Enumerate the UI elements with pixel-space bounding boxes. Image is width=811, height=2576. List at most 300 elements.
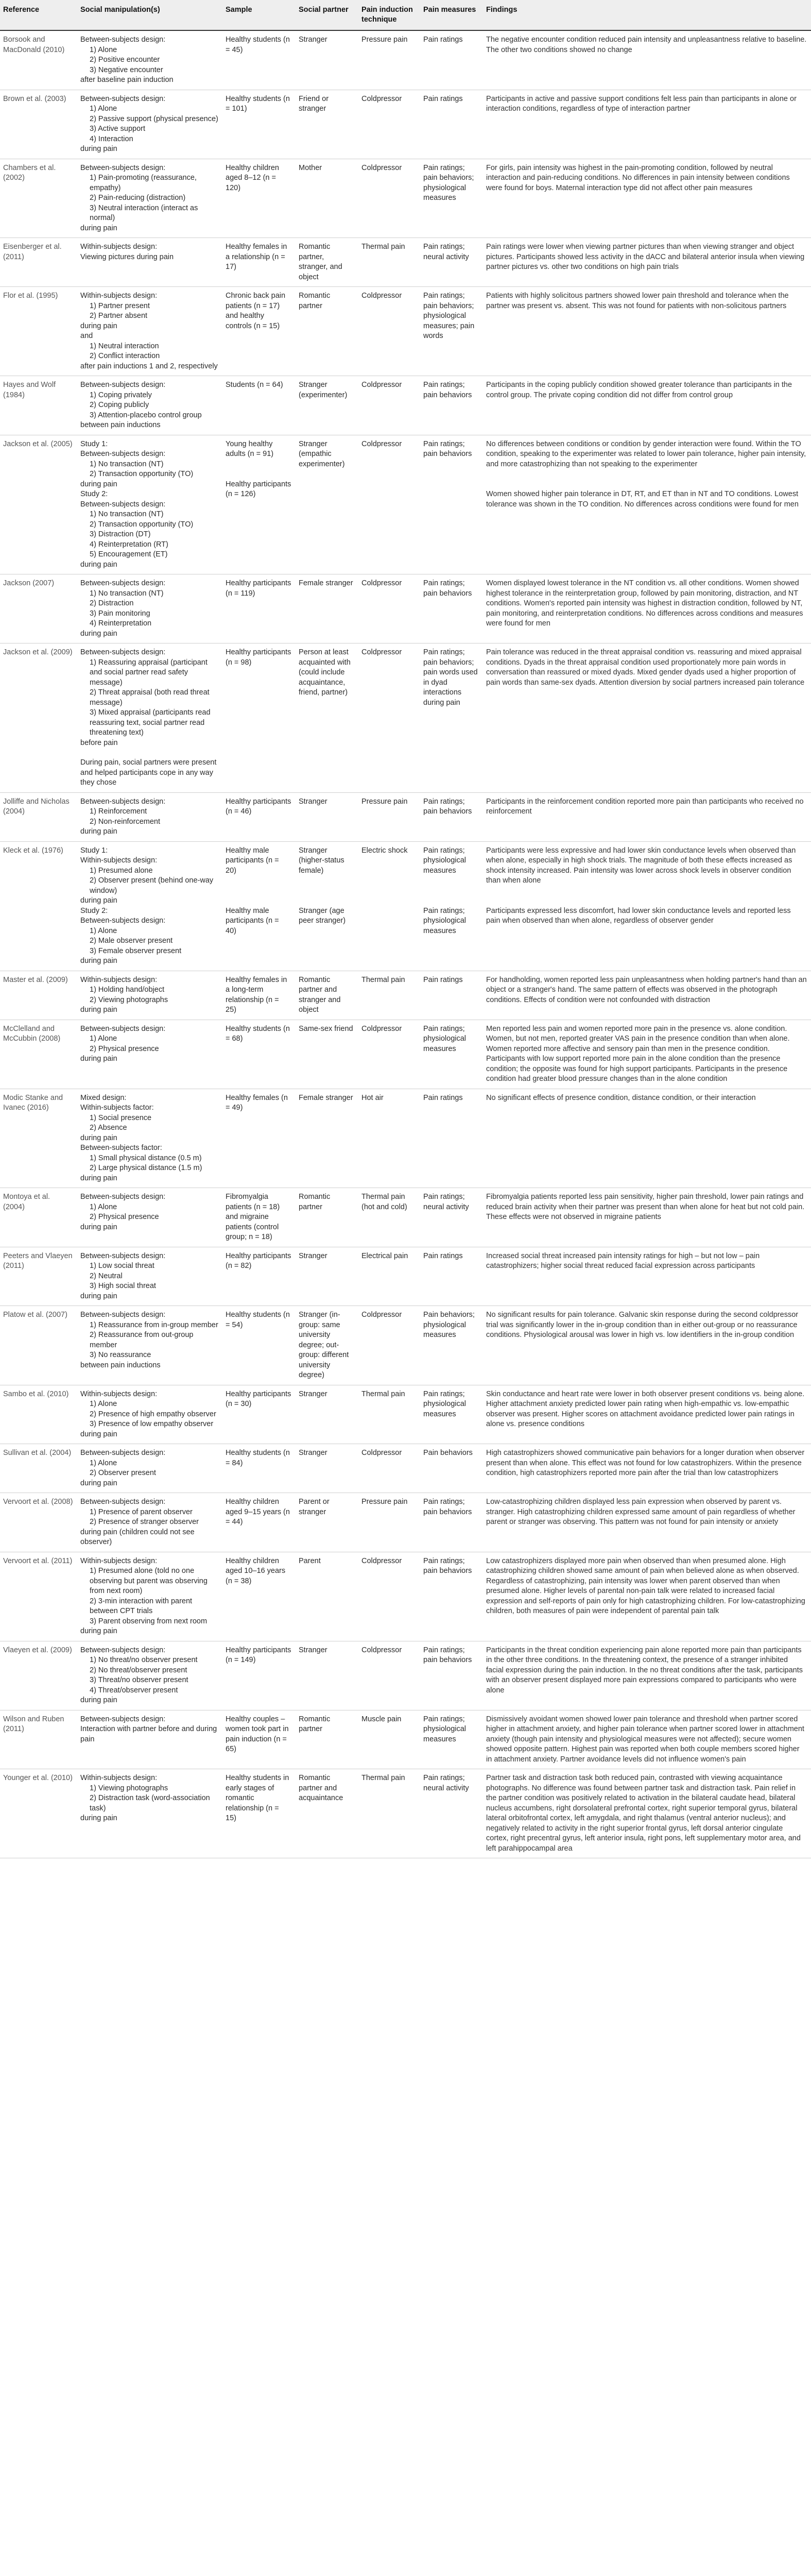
cell-reference: Wilson and Ruben (2011) xyxy=(0,1710,77,1769)
header-row xyxy=(0,0,811,30)
cell-social-manipulation xyxy=(77,1710,222,1769)
manipulation-condition: 1) Alone xyxy=(90,45,117,54)
cell-pain-induction-technique: Thermal pain xyxy=(358,238,420,287)
cell-reference: Vervoort et al. (2008) xyxy=(0,1493,77,1552)
manipulation-line: Between-subjects design: xyxy=(80,163,166,172)
cell-pain-measures: Pain ratings; pain behaviors xyxy=(420,376,483,435)
header-reference: Reference xyxy=(0,0,77,30)
header-social-partner: Social partner xyxy=(296,0,358,30)
manipulation-line: Between-subjects design: xyxy=(80,1498,166,1506)
cell-sample: Healthy children aged 10–16 years (n = 38) xyxy=(222,1552,296,1641)
manipulation-condition: 3) Pain monitoring xyxy=(90,609,150,618)
table-row xyxy=(0,90,811,159)
cell-pain-induction-technique: Coldpressor xyxy=(358,643,420,793)
cell-findings: For handholding, women reported less pain unpleasantness when holding partner's hand than an object or a stranger's hand. The same pattern of effects was observed in the photograph conditions. Effects of condition were not confounded with distraction xyxy=(483,971,811,1020)
cell-pain-induction-technique: Thermal pain xyxy=(358,1385,420,1444)
manipulation-line: Between-subjects design: xyxy=(80,1024,166,1033)
cell-social-partner: Romantic partner xyxy=(296,1710,358,1769)
cell-social-manipulation xyxy=(77,1385,222,1444)
manipulation-condition: 2) Neutral xyxy=(90,1272,123,1280)
cell-pain-measures: Pain ratings; pain behaviors; pain words used in dyad interactions during pain xyxy=(420,643,483,793)
manipulation-line: during pain xyxy=(80,1174,117,1182)
manipulation-condition: 1) No transaction (NT) xyxy=(90,460,164,468)
cell-pain-measures: Pain ratings xyxy=(420,971,483,1020)
cell-findings: The negative encounter condition reduced pain intensity and unpleasantness relative to baseline. The other two conditions showed no change xyxy=(483,30,811,90)
manipulation-line: during pain xyxy=(80,1479,117,1487)
cell-pain-measures: Pain ratings; pain behaviors xyxy=(420,1641,483,1710)
cell-social-partner: Stranger (in-group: same university degree; out-group: different university degree) xyxy=(296,1306,358,1385)
table-row xyxy=(0,971,811,1020)
cell-social-manipulation xyxy=(77,1188,222,1247)
cell-pain-measures: Pain ratings; neural activity xyxy=(420,1188,483,1247)
manipulation-condition: 2) Threat appraisal (both read threat message) xyxy=(90,688,210,707)
manipulation-line: during pain xyxy=(80,145,117,153)
cell-sample: Healthy females in a relationship (n = 17) xyxy=(222,238,296,287)
cell-reference: Kleck et al. (1976) xyxy=(0,841,77,971)
cell-social-partner: Friend or stranger xyxy=(296,90,358,159)
manipulation-line: Study 1: xyxy=(80,846,108,855)
manipulation-line: during pain xyxy=(80,629,117,638)
cell-social-manipulation xyxy=(77,435,222,574)
cell-pain-measures: Pain behaviors xyxy=(420,1444,483,1493)
cell-social-partner: Parent or stranger xyxy=(296,1493,358,1552)
cell-reference: Eisenberger et al. (2011) xyxy=(0,238,77,287)
cell-social-manipulation xyxy=(77,1020,222,1089)
cell-social-manipulation xyxy=(77,1444,222,1493)
manipulation-condition: 2) Conflict interaction xyxy=(90,352,160,360)
cell-reference: Montoya et al. (2004) xyxy=(0,1188,77,1247)
manipulation-line: before pain xyxy=(80,738,118,747)
manipulation-condition: 3) Neutral interaction (interact as normal) xyxy=(90,204,198,222)
cell-social-partner: Romantic partner and stranger and object xyxy=(296,971,358,1020)
cell-social-manipulation xyxy=(77,643,222,793)
cell-pain-measures: Pain ratings xyxy=(420,90,483,159)
cell-reference: Vlaeyen et al. (2009) xyxy=(0,1641,77,1710)
manipulation-line: during pain xyxy=(80,321,117,330)
cell-pain-measures: Pain ratings xyxy=(420,30,483,90)
cell-pain-measures: Pain behaviors; physiological measures xyxy=(420,1306,483,1385)
manipulation-line: during pain xyxy=(80,1627,117,1635)
cell-sample: Healthy students in early stages of romantic relationship (n = 15) xyxy=(222,1769,296,1858)
manipulation-condition: 2) Presence of high empathy observer xyxy=(90,1410,216,1418)
manipulation-condition: 2) Pain-reducing (distraction) xyxy=(90,194,186,202)
cell-reference: Flor et al. (1995) xyxy=(0,287,77,376)
manipulation-condition: 2) Passive support (physical presence) xyxy=(90,114,218,123)
manipulation-condition: 1) Viewing photographs xyxy=(90,1784,168,1792)
cell-pain-induction-technique: Pressure pain xyxy=(358,30,420,90)
table-row xyxy=(0,159,811,238)
manipulation-condition: 1) Alone xyxy=(90,1202,117,1211)
manipulation-line: Between-subjects design: xyxy=(80,1311,166,1319)
cell-findings: Pain tolerance was reduced in the threat appraisal condition vs. reassuring and mixed appraisal conditions. Dyads in the threat appraisal condition used proportionately more pain words in conversation than reassured or mixed dyads. Mixed gender dyads used a higher proportion of pain words than same-sex dyads. Attention diversion by social partners increased pain tolerance xyxy=(483,643,811,793)
cell-pain-induction-technique: Coldpressor xyxy=(358,574,420,643)
manipulation-condition: 1) Coping privately xyxy=(90,391,152,399)
cell-findings: Patients with highly solicitous partners showed lower pain threshold and tolerance when the partner was present vs. absent. This was not found for patients with non-solicitous partners xyxy=(483,287,811,376)
cell-reference: Borsook and MacDonald (2010) xyxy=(0,30,77,90)
cell-pain-measures: Pain ratings; physiological measures xyxy=(420,1385,483,1444)
table-row xyxy=(0,1444,811,1493)
cell-pain-induction-technique: Coldpressor xyxy=(358,1020,420,1089)
header-sample: Sample xyxy=(222,0,296,30)
table-row xyxy=(0,1641,811,1710)
cell-pain-measures: Pain ratings; pain behaviors xyxy=(420,1493,483,1552)
cell-pain-induction-technique: Pressure pain xyxy=(358,792,420,841)
manipulation-condition: 1) Presumed alone xyxy=(90,866,153,875)
manipulation-line: during pain xyxy=(80,1696,117,1704)
manipulation-line: during pain xyxy=(80,224,117,232)
cell-findings: Participants were less expressive and had lower skin conductance levels when observed than when alone, especially in high shock trials. The magnitude of both these effects increased as shock intensity increased. Pain intensity was lower across shock levels in observer condition than when alone Participants expressed less discomfort, had lower skin conductance levels and reported less pain when observed than when alone, regardless of observer gender xyxy=(483,841,811,971)
cell-sample: Healthy children aged 9–15 years (n = 44) xyxy=(222,1493,296,1552)
cell-sample: Healthy females (n = 49) xyxy=(222,1089,296,1188)
cell-social-partner: Stranger xyxy=(296,1385,358,1444)
cell-pain-induction-technique: Thermal pain xyxy=(358,1769,420,1858)
manipulation-line: during pain xyxy=(80,896,117,905)
cell-reference: Jolliffe and Nicholas (2004) xyxy=(0,792,77,841)
manipulation-line: during pain xyxy=(80,1814,117,1822)
manipulation-condition: 4) Interaction xyxy=(90,134,133,143)
manipulation-condition: 1) Partner present xyxy=(90,301,150,310)
manipulation-line xyxy=(80,748,218,758)
manipulation-condition: 1) Alone xyxy=(90,1035,117,1043)
manipulation-line: during pain xyxy=(80,480,117,488)
manipulation-condition: 1) Alone xyxy=(90,105,117,113)
cell-reference: Jackson et al. (2005) xyxy=(0,435,77,574)
cell-pain-measures: Pain ratings; pain behaviors xyxy=(420,435,483,574)
manipulation-condition: 1) Alone xyxy=(90,1400,117,1408)
cell-social-manipulation xyxy=(77,287,222,376)
cell-social-manipulation xyxy=(77,971,222,1020)
cell-pain-measures: Pain ratings; physiological measures xyxy=(420,1020,483,1089)
cell-pain-induction-technique: Coldpressor xyxy=(358,287,420,376)
manipulation-line: Between-subjects design: xyxy=(80,94,166,103)
manipulation-line: and xyxy=(80,332,93,340)
manipulation-line: Between-subjects design: xyxy=(80,1646,166,1654)
table-row xyxy=(0,792,811,841)
manipulation-condition: 1) No transaction (NT) xyxy=(90,589,164,598)
manipulation-condition: 4) Reinterpretation (RT) xyxy=(90,540,168,549)
cell-social-manipulation xyxy=(77,90,222,159)
cell-pain-induction-technique: Thermal pain (hot and cold) xyxy=(358,1188,420,1247)
cell-social-manipulation xyxy=(77,1089,222,1188)
manipulation-condition: 3) Active support xyxy=(90,125,145,133)
table-row xyxy=(0,1089,811,1188)
cell-findings: Participants in the coping publicly condition showed greater tolerance than participants in the control group. The private coping condition did not differ from control group xyxy=(483,376,811,435)
manipulation-condition: 3) Presence of low empathy observer xyxy=(90,1420,214,1428)
manipulation-condition: 1) Social presence xyxy=(90,1113,152,1122)
manipulation-line: Between-subjects design: xyxy=(80,1193,166,1201)
manipulation-line: during pain xyxy=(80,957,117,965)
cell-social-partner: Stranger xyxy=(296,1641,358,1710)
cell-social-manipulation xyxy=(77,238,222,287)
manipulation-condition: 2) Positive encounter xyxy=(90,56,160,64)
cell-sample: Chronic back pain patients (n = 17) and healthy controls (n = 15) xyxy=(222,287,296,376)
cell-reference: Platow et al. (2007) xyxy=(0,1306,77,1385)
manipulation-line: Within-subjects factor: xyxy=(80,1104,154,1112)
manipulation-condition: 2) Transaction opportunity (TO) xyxy=(90,470,194,478)
manipulation-line: Within-subjects design: xyxy=(80,292,158,300)
cell-social-partner: Mother xyxy=(296,159,358,238)
cell-sample: Healthy children aged 8–12 (n = 120) xyxy=(222,159,296,238)
manipulation-condition: 2) Partner absent xyxy=(90,312,148,320)
cell-pain-induction-technique: Coldpressor xyxy=(358,90,420,159)
cell-pain-induction-technique: Muscle pain xyxy=(358,1710,420,1769)
cell-social-manipulation xyxy=(77,792,222,841)
cell-pain-measures: Pain ratings; neural activity xyxy=(420,238,483,287)
manipulation-condition: 2) Physical presence xyxy=(90,1044,159,1053)
manipulation-line: during pain xyxy=(80,827,117,836)
cell-pain-measures: Pain ratings xyxy=(420,1247,483,1306)
cell-findings: Low catastrophizers displayed more pain when observed than when presumed alone. High catastrophizing children showed same amount of pain when believed alone as when observed. Regardless of catastrophizing, pain intensity was lower when parent observed than when presumed alone. Higher levels of parental non-pain talk were related to increased facial expression and self-reports of pain only for high catastrophizing children. For low-catastrophizing children, both measures of pain were independent of parental pain talk xyxy=(483,1552,811,1641)
cell-social-manipulation xyxy=(77,30,222,90)
manipulation-line: During pain, social partners were present and helped participants cope in any way they chose xyxy=(80,758,217,787)
manipulation-condition: 2) Non-reinforcement xyxy=(90,817,160,826)
manipulation-condition: 1) Small physical distance (0.5 m) xyxy=(90,1154,202,1162)
manipulation-line: during pain (children could not see observer) xyxy=(80,1528,195,1546)
manipulation-line: during pain xyxy=(80,1430,117,1438)
manipulation-condition: 3) Attention-placebo control group xyxy=(90,411,202,419)
cell-pain-measures: Pain ratings; pain behaviors xyxy=(420,792,483,841)
cell-pain-induction-technique: Coldpressor xyxy=(358,1641,420,1710)
header-pain-induction-technique: Pain induction technique xyxy=(358,0,420,30)
cell-social-partner: Stranger (experimenter) xyxy=(296,376,358,435)
cell-social-partner: Stranger xyxy=(296,30,358,90)
cell-pain-measures: Pain ratings; pain behaviors; physiological measures; pain words xyxy=(420,287,483,376)
manipulation-condition: 1) Reassurance from in-group member xyxy=(90,1320,218,1329)
cell-social-manipulation xyxy=(77,159,222,238)
cell-reference: Jackson et al. (2009) xyxy=(0,643,77,793)
manipulation-line: Between-subjects design: xyxy=(80,36,166,44)
cell-findings: Fibromyalgia patients reported less pain sensitivity, higher pain threshold, lower pain ratings and reduced brain activity when their partner was present than when alone for heat but not cold pain. These effects were not observed in migraine patients xyxy=(483,1188,811,1247)
table-row xyxy=(0,1385,811,1444)
manipulation-condition: 1) Neutral interaction xyxy=(90,342,159,350)
manipulation-condition: 1) Reassuring appraisal (participant and social partner read safety message) xyxy=(90,658,208,687)
header-findings: Findings xyxy=(483,0,811,30)
cell-social-manipulation xyxy=(77,1306,222,1385)
manipulation-condition: 1) Low social threat xyxy=(90,1262,154,1270)
header-social-manipulation: Social manipulation(s) xyxy=(77,0,222,30)
cell-reference: Master et al. (2009) xyxy=(0,971,77,1020)
manipulation-condition: 2) Physical presence xyxy=(90,1213,159,1221)
manipulation-line: Between-subjects design: xyxy=(80,450,166,458)
manipulation-condition: 4) Reinterpretation xyxy=(90,619,152,628)
cell-pain-measures: Pain ratings; physiological measures xyxy=(420,1710,483,1769)
cell-social-partner: Romantic partner and acquaintance xyxy=(296,1769,358,1858)
manipulation-condition: 3) No reassurance xyxy=(90,1351,151,1359)
manipulation-line: Mixed design: xyxy=(80,1093,127,1102)
cell-findings: Participants in the reinforcement condition reported more pain than participants who received no reinforcement xyxy=(483,792,811,841)
table-row xyxy=(0,1306,811,1385)
manipulation-line: Within-subjects design: xyxy=(80,1556,158,1565)
manipulation-condition: 2) Male observer present xyxy=(90,937,173,945)
cell-findings: Participants in active and passive support conditions felt less pain than participants in alone or interaction conditions, regardless of type of interaction partner xyxy=(483,90,811,159)
manipulation-condition: 2) Viewing photographs xyxy=(90,995,168,1004)
manipulation-line: Between-subjects design: xyxy=(80,648,166,656)
cell-reference: Sambo et al. (2010) xyxy=(0,1385,77,1444)
cell-findings: Participants in the threat condition experiencing pain alone reported more pain than participants in the other three conditions. In the threatening context, the presence of a stranger inhibited facial expression during the pain induction. In the no threat conditions after the task, participants with an observer present displayed more pain expressions compared to participants who were alone xyxy=(483,1641,811,1710)
cell-sample: Young healthy adults (n = 91) Healthy participants (n = 126) xyxy=(222,435,296,574)
cell-reference: Younger et al. (2010) xyxy=(0,1769,77,1858)
cell-pain-induction-technique: Coldpressor xyxy=(358,376,420,435)
manipulation-line: after baseline pain induction xyxy=(80,76,174,84)
manipulation-line: during pain xyxy=(80,1055,117,1063)
cell-social-partner: Stranger xyxy=(296,1444,358,1493)
manipulation-condition: 2) Presence of stranger observer xyxy=(90,1518,199,1526)
table-row xyxy=(0,574,811,643)
manipulation-condition: 1) Presumed alone (told no one observing but parent was observing from next room) xyxy=(90,1567,208,1595)
cell-social-manipulation xyxy=(77,841,222,971)
cell-social-partner: Romantic partner, stranger, and object xyxy=(296,238,358,287)
manipulation-line: Within-subjects design: xyxy=(80,243,158,251)
manipulation-line: Within-subjects design: xyxy=(80,856,158,865)
cell-social-partner: Stranger (higher-status female) Stranger (age peer stranger) xyxy=(296,841,358,971)
cell-pain-induction-technique: Coldpressor xyxy=(358,435,420,574)
cell-findings: Men reported less pain and women reported more pain in the presence vs. alone condition. Women, but not men, reported greater VAS pain in the presence condition than when alone. Women reported more affective and sensory pain than men in the presence condition. Participants with low support reported more pain in the alone condition than the presence condition; the opposite was found for high support participants. Participants in the presence condition had greater blood pressure changes than in the alone condition xyxy=(483,1020,811,1089)
cell-sample: Healthy students (n = 84) xyxy=(222,1444,296,1493)
cell-pain-measures: Pain ratings; neural activity xyxy=(420,1769,483,1858)
manipulation-line: Within-subjects design: xyxy=(80,1389,158,1398)
manipulation-line: Between-subjects design: xyxy=(80,1715,166,1723)
manipulation-condition: 2) Observer present xyxy=(90,1469,156,1477)
manipulation-condition: 2) Observer present (behind one-way window) xyxy=(90,876,214,895)
manipulation-condition: 4) Threat/observer present xyxy=(90,1686,178,1694)
manipulation-condition: 3) Mixed appraisal (participants read reassuring text, social partner read threatening text) xyxy=(90,708,211,737)
cell-sample: Fibromyalgia patients (n = 18) and migraine patients (control group; n = 18) xyxy=(222,1188,296,1247)
cell-reference: Chambers et al. (2002) xyxy=(0,159,77,238)
cell-sample: Healthy students (n = 54) xyxy=(222,1306,296,1385)
manipulation-condition: 3) Negative encounter xyxy=(90,65,163,74)
manipulation-condition: 1) Alone xyxy=(90,926,117,935)
manipulation-condition: 3) Female observer present xyxy=(90,946,182,955)
manipulation-line: during pain xyxy=(80,1223,117,1231)
manipulation-condition: 3) Distraction (DT) xyxy=(90,530,151,538)
manipulation-line: Study 1: xyxy=(80,439,108,448)
manipulation-condition: 1) No transaction (NT) xyxy=(90,510,164,518)
cell-social-partner: Stranger xyxy=(296,792,358,841)
table-row xyxy=(0,1769,811,1858)
table-row xyxy=(0,435,811,574)
cell-pain-induction-technique: Coldpressor xyxy=(358,1552,420,1641)
cell-findings: Partner task and distraction task both reduced pain, contrasted with viewing acquaintance photographs. No difference was found between partner task and distraction task. Pain relief in the partner condition was positively related to activation in the bilateral caudate head, bilateral nucleus accumbens, right dorsolateral prefrontal cortex, right superior temporal gyrus, bilateral lateral orbitofrontal cortex, left amygdala, and right thalamus (ventral anterior nucleus); and negatively related to activity in the right superior frontal gyrus, left dorsal anterior cingulate cortex, right precentral gyrus, left anterior insula, right pons, left supplementary motor area, and left parahippocampal area xyxy=(483,1769,811,1858)
manipulation-line: Between-subjects design: xyxy=(80,381,166,389)
cell-pain-induction-technique: Electric shock xyxy=(358,841,420,971)
cell-social-partner: Same-sex friend xyxy=(296,1020,358,1089)
cell-findings: Increased social threat increased pain intensity ratings for high – but not low – pain catastrophizers; higher social threat reduced facial expression across participants xyxy=(483,1247,811,1306)
manipulation-line: Between-subjects design: xyxy=(80,1251,166,1260)
table-row xyxy=(0,1493,811,1552)
manipulation-condition: 2) 3-min interaction with parent between CPT trials xyxy=(90,1597,193,1615)
cell-social-manipulation xyxy=(77,376,222,435)
cell-reference: Hayes and Wolf (1984) xyxy=(0,376,77,435)
manipulation-condition: 3) High social threat xyxy=(90,1282,156,1290)
cell-pain-measures: Pain ratings; pain behaviors xyxy=(420,574,483,643)
table-body xyxy=(0,30,811,1858)
cell-social-partner: Female stranger xyxy=(296,1089,358,1188)
manipulation-line: Interaction with partner before and during pain xyxy=(80,1725,217,1743)
manipulation-line: Between-subjects factor: xyxy=(80,1144,162,1152)
cell-social-manipulation xyxy=(77,1641,222,1710)
cell-sample: Healthy participants (n = 149) xyxy=(222,1641,296,1710)
cell-findings: For girls, pain intensity was highest in the pain-promoting condition, followed by neutral interaction and pain-reducing conditions. No differences in pain intensity between conditions were found for boys. Maternal interaction type did not affect other pain measures xyxy=(483,159,811,238)
table-row xyxy=(0,1552,811,1641)
table-row xyxy=(0,1020,811,1089)
cell-sample: Healthy participants (n = 98) xyxy=(222,643,296,793)
cell-findings: Low-catastrophizing children displayed less pain expression when observed by parent vs. stranger. High catastrophizing children expressed same amount of pain regardless of whether parent or stranger was observing. This pattern was not found for pain intensity or anxiety xyxy=(483,1493,811,1552)
table-row xyxy=(0,376,811,435)
cell-social-manipulation xyxy=(77,1247,222,1306)
manipulation-line: Within-subjects design: xyxy=(80,1774,158,1782)
cell-social-partner: Stranger xyxy=(296,1247,358,1306)
cell-reference: Sullivan et al. (2004) xyxy=(0,1444,77,1493)
cell-reference: Modic Stanke and Ivanec (2016) xyxy=(0,1089,77,1188)
cell-pain-induction-technique: Coldpressor xyxy=(358,159,420,238)
cell-findings: No significant effects of presence condition, distance condition, or their interaction xyxy=(483,1089,811,1188)
table-row xyxy=(0,1188,811,1247)
cell-social-partner: Female stranger xyxy=(296,574,358,643)
cell-findings: High catastrophizers showed communicative pain behaviors for a longer duration when observer present than when alone. This effect was not found for low catastrophizers. Within the presence condition, high catastrophizers reported more pain after the trial than low catastrophizers xyxy=(483,1444,811,1493)
cell-pain-measures: Pain ratings; physiological measures Pain ratings; physiological measures xyxy=(420,841,483,971)
cell-social-manipulation xyxy=(77,574,222,643)
cell-sample: Healthy students (n = 68) xyxy=(222,1020,296,1089)
manipulation-condition: 1) Pain-promoting (reassurance, empathy) xyxy=(90,174,197,192)
manipulation-line: between pain inductions xyxy=(80,1361,161,1369)
cell-findings: Pain ratings were lower when viewing partner pictures than when viewing stranger and object pictures. Participants showed less activity in the dACC and bilateral anterior insula when viewing partner pictures vs. other two conditions on high pain trials xyxy=(483,238,811,287)
manipulation-condition: 1) Presence of parent observer xyxy=(90,1507,193,1516)
cell-reference: Brown et al. (2003) xyxy=(0,90,77,159)
cell-pain-induction-technique: Electrical pain xyxy=(358,1247,420,1306)
manipulation-condition: 1) Reinforcement xyxy=(90,807,147,816)
manipulation-condition: 3) Parent observing from next room xyxy=(90,1617,208,1625)
manipulation-line: Study 2: xyxy=(80,906,108,915)
cell-social-partner: Person at least acquainted with (could include acquaintance, friend, partner) xyxy=(296,643,358,793)
manipulation-line: during pain xyxy=(80,1133,117,1142)
cell-social-manipulation xyxy=(77,1769,222,1858)
manipulation-line: Between-subjects design: xyxy=(80,917,166,925)
table-header xyxy=(0,0,811,30)
manipulation-condition: 2) Distraction task (word-association task) xyxy=(90,1794,210,1812)
cell-sample: Students (n = 64) xyxy=(222,376,296,435)
cell-sample: Healthy participants (n = 119) xyxy=(222,574,296,643)
table-row xyxy=(0,238,811,287)
cell-reference: Peeters and Vlaeyen (2011) xyxy=(0,1247,77,1306)
manipulation-line: Between-subjects design: xyxy=(80,579,166,587)
cell-findings: No significant results for pain tolerance. Galvanic skin response during the second coldpressor trial was significantly lower in the in-group condition than in either out-group or no reassurance conditions. Physiological arousal was lower in high vs. low identifiers in the in-group condition xyxy=(483,1306,811,1385)
header-pain-measures: Pain measures xyxy=(420,0,483,30)
manipulation-condition: 1) No threat/no observer present xyxy=(90,1656,198,1664)
cell-sample: Healthy male participants (n = 20) Healthy male participants (n = 40) xyxy=(222,841,296,971)
manipulation-condition: 2) Coping publicly xyxy=(90,401,149,409)
manipulation-line: Between-subjects design: xyxy=(80,500,166,509)
manipulation-condition: 2) Reassurance from out-group member xyxy=(90,1331,194,1349)
cell-pain-measures: Pain ratings; pain behaviors xyxy=(420,1552,483,1641)
cell-reference: Vervoort et al. (2011) xyxy=(0,1552,77,1641)
manipulation-line: Between-subjects design: xyxy=(80,1449,166,1457)
manipulation-line: during pain xyxy=(80,1292,117,1300)
manipulation-condition: 5) Encouragement (ET) xyxy=(90,550,168,558)
manipulation-condition: 2) No threat/observer present xyxy=(90,1666,187,1674)
table-row xyxy=(0,1247,811,1306)
manipulation-line: during pain xyxy=(80,1006,117,1014)
cell-findings: Dismissively avoidant women showed lower pain tolerance and threshold when partner scored higher in attachment anxiety, and higher pain tolerance when partner scored lower in attachment anxiety (though pain intensity and physiological measures were not affected); secure women showed opposite pattern. Highest pain was reported when both couple members scored higher in attachment anxiety. Partner avoidance levels did not influence women's pain xyxy=(483,1710,811,1769)
manipulation-line: after pain inductions 1 and 2, respectively xyxy=(80,362,218,370)
cell-findings: No differences between conditions or condition by gender interaction were found. Within the TO condition, speaking to the experimenter was related to lower pain tolerance, higher pain intensity, and more catastrophizing than not speaking to the experimenter Women showed higher pain tolerance in DT, RT, and ET than in NT and TO conditions. Lowest tolerance was shown in the TO condition. No differences across conditions were found for men xyxy=(483,435,811,574)
cell-social-partner: Parent xyxy=(296,1552,358,1641)
cell-social-partner: Romantic partner xyxy=(296,1188,358,1247)
cell-reference: Jackson (2007) xyxy=(0,574,77,643)
cell-sample: Healthy couples – women took part in pain induction (n = 65) xyxy=(222,1710,296,1769)
manipulation-condition: 2) Large physical distance (1.5 m) xyxy=(90,1164,202,1172)
table-row xyxy=(0,841,811,971)
manipulation-line: Between-subjects design: xyxy=(80,797,166,806)
